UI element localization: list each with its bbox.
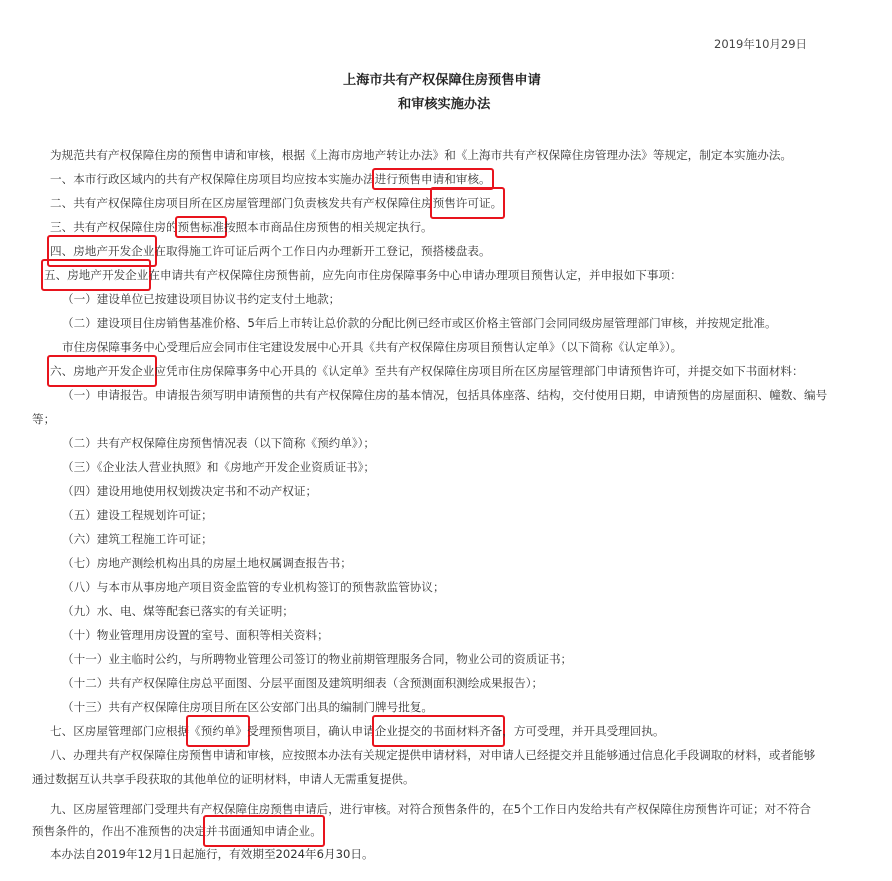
article-3-text-b: 按照本市商品住房预售的相关规定执行。 bbox=[223, 220, 433, 234]
article-6-highlight: 六、房地产开发企业 bbox=[47, 355, 157, 387]
article-6-item: （八）与本市从事房地产项目资金监管的专业机构签订的预售款监管协议； bbox=[62, 580, 445, 594]
article-5 bbox=[44, 267, 682, 283]
article-7-text-b: 受理预售项目，确认申请 bbox=[247, 724, 375, 738]
article-8: 八、办理共有产权保障住房预售申请和审核，应按照本办法有关规定提供申请材料，对申请人已经提交并且能够通过信息化手段调取的材料，或者能够 bbox=[50, 748, 816, 762]
article-5-item-1: （一）建设单位已按建设项目协议书约定支付土地款； bbox=[62, 292, 341, 306]
article-6-item: （七）房地产测绘机构出具的房屋土地权属调查报告书； bbox=[62, 556, 352, 570]
publish-date: 2019年10月29日 bbox=[714, 37, 808, 51]
article-6-item: （五）建设工程规划许可证； bbox=[62, 508, 213, 522]
article-4 bbox=[50, 243, 491, 259]
article-6-item: （十一）业主临时公约，与所聘物业管理公司签订的物业前期管理服务合同，物业公司的资质证书； bbox=[62, 652, 573, 666]
article-4-text: 在取得施工许可证后两个工作日内办理新开工登记，预搭楼盘表。 bbox=[154, 244, 491, 258]
intro-paragraph: 为规范共有产权保障住房的预售申请和审核，根据《上海市房地产转让办法》和《上海市共有产权保障住房管理办法》等规定，制定本实施办法。 bbox=[50, 148, 793, 162]
article-9: 九、区房屋管理部门受理共有产权保障住房预售申请后，进行审核。对符合预售条件的，在5个工作日内发给共有产权保障住房预售许可证；对不符合 bbox=[50, 802, 811, 816]
article-7-text-c: ，方可受理，并开具受理回执。 bbox=[502, 724, 665, 738]
article-2-highlight: 预售许可证。 bbox=[430, 187, 506, 219]
article-6-item: （十三）共有产权保障住房项目所在区公安部门出具的编制门牌号批复。 bbox=[62, 700, 434, 714]
article-3-text-a: 三、共有产权保障住房的 bbox=[50, 220, 178, 234]
article-6-item: （六）建筑工程施工许可证； bbox=[62, 532, 213, 546]
article-6-item: （三）《企业法人营业执照》和《房地产开发企业资质证书》； bbox=[62, 460, 376, 474]
article-6-item-1-cont: 等； bbox=[32, 412, 56, 426]
article-2-text: 二、共有产权保障住房项目所在区房屋管理部门负责核发共有产权保障住房 bbox=[50, 196, 433, 210]
article-5-highlight: 五、房地产开发企业 bbox=[41, 259, 151, 291]
title-line-1: 上海市共有产权保障住房预售申请 bbox=[343, 73, 541, 88]
article-5-item-2: （二）建设项目住房销售基准价格、5年后上市转让总价款的分配比例已经市或区价格主管部门会同同级房屋管理部门审核，并按规定批准。 bbox=[62, 316, 777, 330]
article-5-text: 在申请共有产权保障住房预售前，应先向市住房保障事务中心申请办理项目预售认定，并申报如下事项： bbox=[148, 268, 682, 282]
article-7-highlight-2: 企业提交的书面材料齐备 bbox=[372, 715, 506, 747]
article-9-cont bbox=[32, 823, 322, 839]
article-9-text: 预售条件的，作出不准预售的决定 bbox=[32, 824, 206, 838]
article-6-item: （二）共有产权保障住房预售情况表（以下简称《预约单》）； bbox=[62, 436, 376, 450]
article-4-highlight: 四、房地产开发企业 bbox=[47, 235, 157, 267]
article-6-item-1: （一）申请报告。申请报告须写明申请预售的共有产权保障住房的基本情况，包括具体座落、结构，交付使用日期，申请预售的房屋面积、幢数、编号 bbox=[62, 388, 828, 402]
article-9-highlight: 并书面通知申请企业。 bbox=[203, 815, 325, 847]
article-6-item: （十二）共有产权保障住房总平面图、分层平面图及建筑明细表（含预测面积测绘成果报告）； bbox=[62, 676, 544, 690]
article-6 bbox=[50, 363, 804, 379]
article-7-highlight-1: 《预约单》 bbox=[186, 715, 250, 747]
article-7-text-a: 七、区房屋管理部门应根据 bbox=[50, 724, 190, 738]
article-1-text: 一、本市行政区域内的共有产权保障住房项目均应按本实施办法 bbox=[50, 172, 375, 186]
article-6-text: 应凭市住房保障事务中心开具的《认定单》至共有产权保障住房项目所在区房屋管理部门申请预售许可，并提交如下书面材料： bbox=[154, 364, 804, 378]
article-3-highlight: 预售标准 bbox=[175, 216, 227, 238]
article-1-highlight: 进行预售申请和审核。 bbox=[372, 168, 494, 190]
article-3 bbox=[50, 219, 433, 235]
title-line-2: 和审核实施办法 bbox=[398, 97, 491, 112]
article-8-cont: 通过数据互认共享手段获取的其他单位的证明材料，申请人无需重复提供。 bbox=[32, 772, 415, 786]
article-6-item: （四）建设用地使用权划拨决定书和不动产权证； bbox=[62, 484, 318, 498]
article-1 bbox=[50, 171, 491, 187]
article-6-item: （九）水、电、煤等配套已落实的有关证明； bbox=[62, 604, 294, 618]
article-7 bbox=[50, 723, 665, 739]
article-6-item: （十）物业管理用房设置的室号、面积等相关资料； bbox=[62, 628, 329, 642]
effective-date: 本办法自2019年12月1日起施行，有效期至2024年6月30日。 bbox=[50, 847, 374, 861]
article-5-note: 市住房保障事务中心受理后应会同市住宅建设发展中心开具《共有产权保障住房项目预售认定单》（以下简称《认定单》）。 bbox=[62, 340, 683, 354]
article-2 bbox=[50, 195, 502, 211]
